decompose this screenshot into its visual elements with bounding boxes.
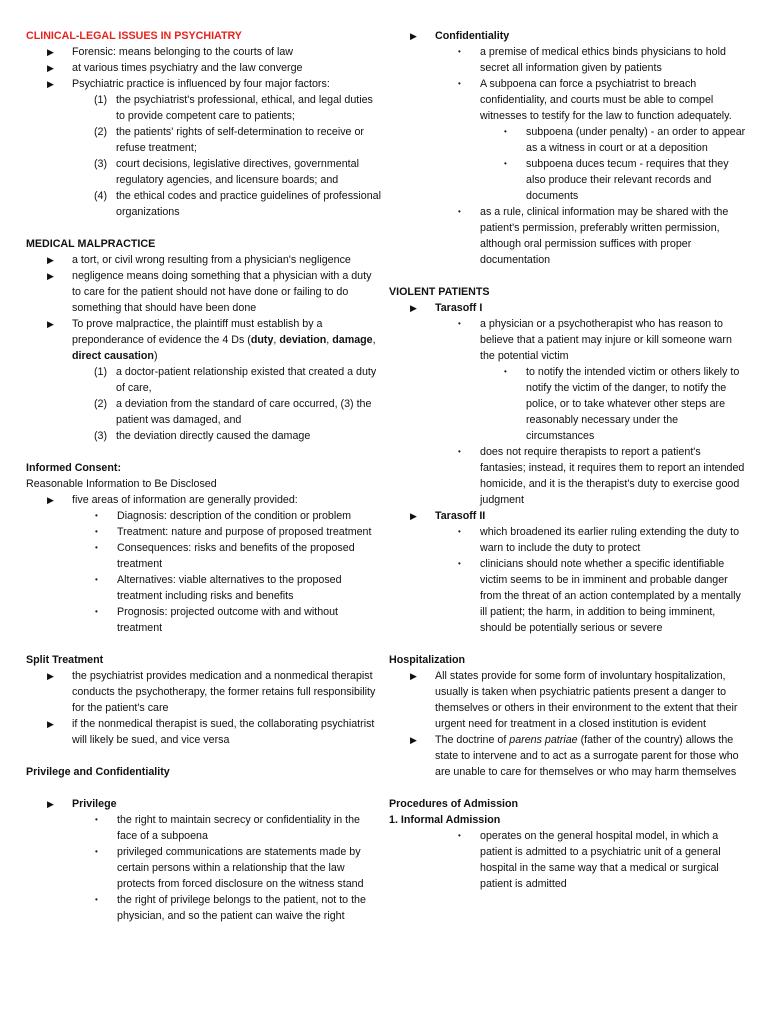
list-item: ▶ a tort, or civil wrong resulting from a physician's negligence (47, 254, 351, 266)
section-heading-violent: VIOLENT PATIENTS (389, 286, 490, 298)
dot-bullet-icon: • (95, 815, 98, 824)
subsection-heading-informal-admission: 1. Informal Admission (389, 814, 501, 826)
sub-list-item: • privileged communications are statements made by certain persons within a relationship that the law protects from forced disclosure on the witness stand (95, 846, 364, 890)
subsection-heading-privilege: ▶ Privilege (47, 798, 117, 810)
sub-list-item: • Diagnosis: description of the condition or problem (95, 510, 352, 522)
dot-bullet-icon: • (458, 447, 461, 456)
numbered-item: (3) court decisions, legislative directives, governmental regulatory agencies, and licensure boards; and (94, 158, 359, 186)
arrow-bullet-icon: ▶ (47, 671, 54, 681)
sub-list-item: • does not require therapists to report a patient's fantasies; instead, it requires them to report an intended homicide, and it is the therapist's duty to exercise good judgment (458, 446, 745, 506)
sub-list-item: • the right to maintain secrecy or confidentiality in the face of a subpoena (95, 814, 360, 842)
numbered-item: (4) the ethical codes and practice guidelines of professional organizations (94, 190, 381, 218)
list-item: ▶ Forensic: means belonging to the courts of law (47, 46, 293, 58)
section-heading-consent: Informed Consent: (26, 462, 121, 474)
list-item: ▶ if the nonmedical therapist is sued, the collaborating psychiatrist will likely be sued, and vice versa (47, 718, 375, 746)
numbered-item: (1) a doctor-patient relationship existed that created a duty of care, (94, 366, 377, 394)
dot-bullet-icon: • (458, 559, 461, 568)
dot-bullet-icon: • (458, 47, 461, 56)
numbered-item: (2) the patients' rights of self-determination to receive or refuse treatment; (94, 126, 364, 154)
nested-list-item: • subpoena (under penalty) - an order to appear as a witness in court or at a deposition (504, 126, 746, 154)
arrow-bullet-icon: ▶ (47, 319, 54, 329)
arrow-bullet-icon: ▶ (410, 303, 417, 313)
list-item: ▶ All states provide for some form of involuntary hospitalization, usually is taken when psychiatric patients present a danger to themselves or others in their environment to the extent that their urgent need for treatment in a closed institution is evident (410, 670, 738, 730)
arrow-bullet-icon: ▶ (47, 47, 54, 57)
arrow-bullet-icon: ▶ (47, 63, 54, 73)
sub-list-item: • operates on the general hospital model, in which a patient is admitted to a psychiatric unit of a general hospital in the same way that a medical or surgical patient is admitted (458, 830, 721, 890)
dot-bullet-icon: • (95, 607, 98, 616)
list-item: ▶ To prove malpractice, the plaintiff must establish by a preponderance of evidence the 4 Ds (duty, deviation, damage, direct causation) (47, 318, 376, 362)
section-subheading: Reasonable Information to Be Disclosed (26, 478, 217, 490)
subsection-heading-tarasoff-1: ▶ Tarasoff I (410, 302, 483, 314)
dot-bullet-icon: • (458, 319, 461, 328)
list-item: ▶ negligence means doing something that a physician with a duty to care for the patient should not have done or failing to do something that should have been done (47, 270, 372, 314)
dot-bullet-icon: • (95, 895, 98, 904)
subsection-heading-confidentiality: ▶ Confidentiality (410, 30, 510, 42)
section-heading-hospitalization: Hospitalization (389, 654, 466, 666)
left-column (26, 28, 382, 924)
arrow-bullet-icon: ▶ (410, 511, 417, 521)
sub-list-item: • Alternatives: viable alternatives to the proposed treatment including risks and benefits (95, 574, 342, 602)
list-item: ▶ Psychiatric practice is influenced by four major factors: (47, 78, 330, 90)
arrow-bullet-icon: ▶ (47, 719, 54, 729)
sub-list-item: • A subpoena can force a psychiatrist to breach confidentiality, and courts must be able to compel witnesses to testify for the law to function adequately. (458, 78, 732, 122)
dot-bullet-icon: • (95, 847, 98, 856)
dot-bullet-icon: • (458, 79, 461, 88)
list-item: ▶ at various times psychiatry and the law converge (47, 62, 303, 74)
section-heading-privilege-confidentiality: Privilege and Confidentiality (26, 766, 170, 778)
dot-bullet-icon: • (504, 159, 507, 168)
nested-list-item: • to notify the intended victim or others likely to notify the victim of the danger, to notify the police, or to take whatever other steps are reasonably necessary under the circumstances (504, 366, 740, 442)
section-heading-split: Split Treatment (26, 654, 104, 666)
sub-list-item: • Consequences: risks and benefits of the proposed treatment (95, 542, 355, 570)
dot-bullet-icon: • (504, 127, 507, 136)
nested-list-item: • subpoena duces tecum - requires that they also produce their relevant records and documents (504, 158, 729, 202)
list-item: ▶ the psychiatrist provides medication and a nonmedical therapist conducts the psychotherapy, the former retains full responsibility for the patient's care (47, 670, 376, 714)
sub-list-item: • the right of privilege belongs to the patient, not to the physician, and so the patient can waive the right (95, 894, 366, 922)
page-title: CLINICAL-LEGAL ISSUES IN PSYCHIATRY (26, 30, 242, 42)
sub-list-item: • clinicians should note whether a specific identifiable victim seems to be in imminent and probable danger from the threat of an action contemplated by a mentally ill patient; the harm, in addition to being imminent, should be potentially serious or severe (458, 558, 741, 634)
sub-list-item: • Treatment: nature and purpose of proposed treatment (95, 526, 372, 538)
sub-list-item: • a physician or a psychotherapist who has reason to believe that a patient may injure or kill someone warn the potential victim (458, 318, 732, 362)
list-item: ▶ The doctrine of parens patriae (father of the country) allows the state to intervene and to act as a surrogate parent for those who are unable to care for themselves or who may harm themselves (410, 734, 739, 778)
dot-bullet-icon: • (95, 511, 98, 520)
arrow-bullet-icon: ▶ (410, 671, 417, 681)
sub-list-item: • as a rule, clinical information may be shared with the patient's permission, preferably written permission, although oral permission suffices with proper documentation (458, 206, 729, 266)
sub-list-item: • Prognosis: projected outcome with and without treatment (95, 606, 338, 634)
dot-bullet-icon: • (95, 543, 98, 552)
section-heading-malpractice: MEDICAL MALPRACTICE (26, 238, 156, 250)
numbered-item: (3) the deviation directly caused the damage (94, 430, 311, 442)
numbered-item: (1) the psychiatrist's professional, ethical, and legal duties to provide competent care to patients; (94, 94, 373, 122)
arrow-bullet-icon: ▶ (47, 799, 54, 809)
right-column (389, 28, 746, 892)
arrow-bullet-icon: ▶ (410, 735, 417, 745)
sub-list-item: • which broadened its earlier ruling extending the duty to warn to include the duty to protect (458, 526, 740, 554)
arrow-bullet-icon: ▶ (47, 255, 54, 265)
dot-bullet-icon: • (95, 527, 98, 536)
arrow-bullet-icon: ▶ (47, 79, 54, 89)
subsection-heading-tarasoff-2: ▶ Tarasoff II (410, 510, 486, 522)
section-heading-admission: Procedures of Admission (389, 798, 519, 810)
dot-bullet-icon: • (458, 527, 461, 536)
numbered-item: (2) a deviation from the standard of care occurred, (3) the patient was damaged, and (94, 398, 372, 426)
dot-bullet-icon: • (458, 831, 461, 840)
dot-bullet-icon: • (458, 207, 461, 216)
arrow-bullet-icon: ▶ (410, 31, 417, 41)
sub-list-item: • a premise of medical ethics binds physicians to hold secret all information given by patients (458, 46, 726, 74)
dot-bullet-icon: • (95, 575, 98, 584)
arrow-bullet-icon: ▶ (47, 271, 54, 281)
arrow-bullet-icon: ▶ (47, 495, 54, 505)
list-item: ▶ five areas of information are generally provided: (47, 494, 298, 506)
dot-bullet-icon: • (504, 367, 507, 376)
